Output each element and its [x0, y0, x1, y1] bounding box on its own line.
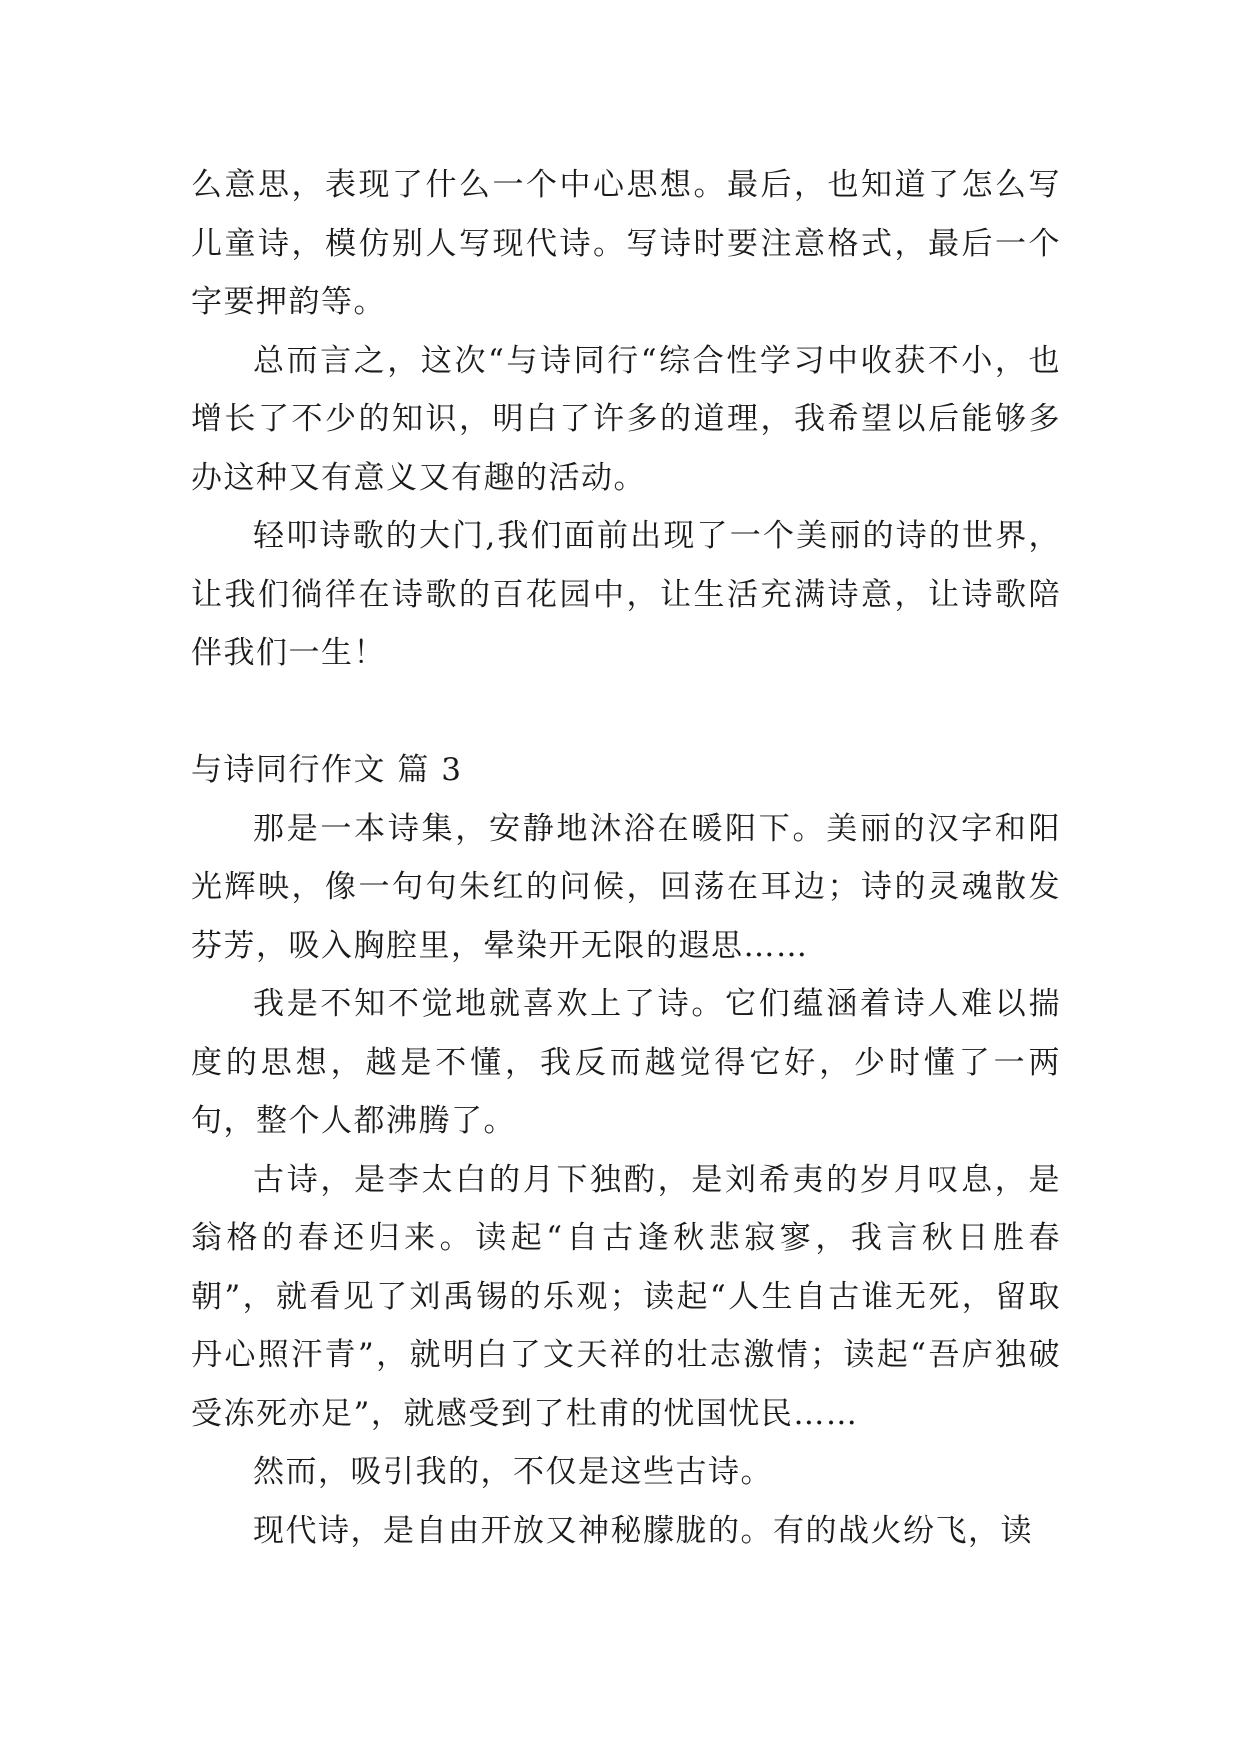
document-body [191, 156, 1061, 1560]
paragraph-however: 然而，吸引我的，不仅是这些古诗。 [253, 1454, 773, 1490]
paragraph-poetry-book: 那是一本诗集，安静地沐浴在暖阳下。美丽的汉字和阳光辉映，像一句句朱红的问候，回荡在耳边；诗的灵魂散发芬芳，吸入胸腔里，晕染开无限的遐思…… [191, 810, 1061, 964]
paragraph-closing: 轻叩诗歌的大门,我们面前出现了一个美丽的诗的世界，让我们徜徉在诗歌的百花园中，让生活充满诗意，让诗歌陪伴我们一生！ [191, 518, 1061, 671]
paragraph-ancient-poetry: 古诗，是李太白的月下独酌，是刘希夷的岁月叹息，是翁格的春还归来。读起“自古逢秋悲寂寥，我言秋日胜春朝”，就看见了刘禹锡的乐观；读起“人生自古谁无死，留取丹心照汗青”，就明白了文天祥的壮志激情；读起“吾庐独破受冻死亦足”，就感受到了杜甫的忧国忧民…… [191, 1161, 1061, 1432]
paragraph-love-poetry: 我是不知不觉地就喜欢上了诗。它们蕴涵着诗人难以揣度的思想，越是不懂，我反而越觉得它好，少时懂了一两句，整个人都沸腾了。 [191, 986, 1061, 1139]
paragraph-summary: 总而言之，这次“与诗同行“综合性学习中收获不小，也增长了不少的知识，明白了许多的道理，我希望以后能够多办这种又有意义又有趣的活动。 [191, 342, 1061, 496]
paragraph-modern-poetry: 现代诗，是自由开放又神秘朦胧的。有的战火纷飞，读 [253, 1512, 1033, 1549]
section-heading: 与诗同行作文 篇 3 [191, 752, 463, 788]
paragraph-continuation: 么意思，表现了什么一个中心思想。最后，也知道了怎么写儿童诗，模仿别人写现代诗。写诗时要注意格式，最后一个字要押韵等。 [191, 167, 1061, 320]
